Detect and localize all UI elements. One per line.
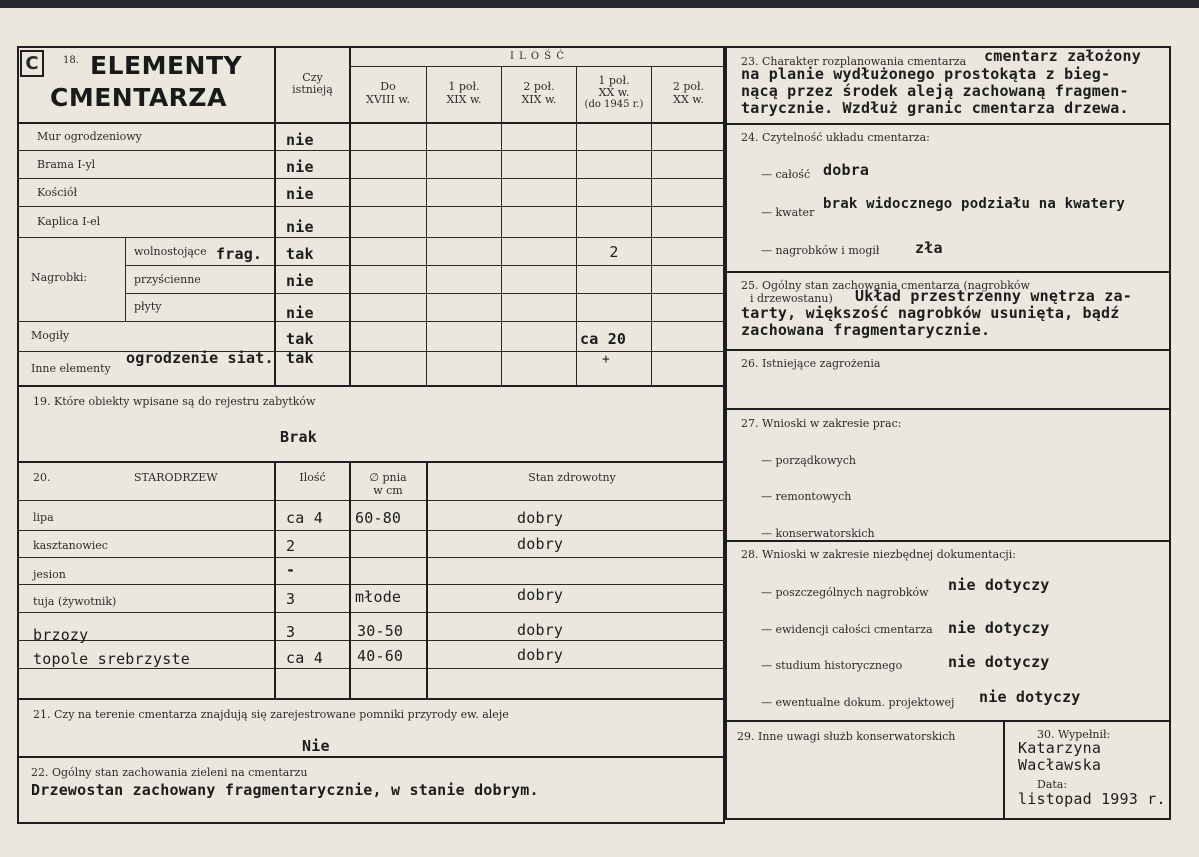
grid-line xyxy=(349,66,725,67)
s21-label: 21. Czy na terenie cmentarza znajdują się zarejestrowane pomniki przyrody ew. aleje xyxy=(33,708,509,721)
s30-date-label: Data: xyxy=(1037,778,1068,791)
tree-name: kasztanowiec xyxy=(33,539,108,552)
row-label-kosciol: Kościół xyxy=(37,186,78,199)
grid-line xyxy=(426,66,427,385)
grid-line xyxy=(17,756,725,758)
grid-line xyxy=(17,557,725,558)
tree-ilosc: ca 4 xyxy=(286,509,323,527)
s19-value: Brak xyxy=(280,428,317,446)
grid-line xyxy=(725,349,1171,351)
grid-line xyxy=(125,265,725,266)
s24-kwater-label: — kwater xyxy=(761,206,815,219)
row-label-plyty: płyty xyxy=(134,300,162,313)
s24-nagrobki-value: zła xyxy=(915,239,943,257)
period-header: XX w. xyxy=(673,93,704,106)
tree-pnia: 60-80 xyxy=(355,509,402,527)
s26-label: 26. Istniejące zagrożenia xyxy=(741,357,881,370)
tree-name: jesion xyxy=(33,568,66,581)
wolnostojace-note: frag. xyxy=(216,245,263,263)
s25-label-1: 25. Ogólny stan zachowania cmentarza (nagrobków xyxy=(741,279,1030,292)
s28-item-value: nie dotyczy xyxy=(948,619,1050,637)
tree-stan: dobry xyxy=(517,621,564,639)
s20-col-pnia-1: ∅ pnia xyxy=(369,471,407,484)
s25-line-3: zachowana fragmentarycznie. xyxy=(741,321,991,339)
tree-name: tuja (żywotnik) xyxy=(33,595,117,608)
grid-line xyxy=(17,122,725,124)
tree-ilosc: 3 xyxy=(286,623,296,641)
s27-item: — remontowych xyxy=(761,490,852,503)
s30-name-1: Katarzyna xyxy=(1018,739,1102,757)
s30-label: 30. Wypełnił: xyxy=(1037,728,1111,741)
s30-name-2: Wacławska xyxy=(1018,756,1102,774)
s25-label-2: i drzewostanu) xyxy=(750,292,833,305)
section-title-line2: CMENTARZA xyxy=(50,83,227,112)
s23-line: cmentarz założony xyxy=(984,47,1141,65)
wolnostojace-count: 2 xyxy=(609,243,619,261)
inne-exists-value: tak xyxy=(286,349,314,367)
grid-line xyxy=(426,461,428,698)
s22-label: 22. Ogólny stan zachowania zieleni na cmentarzu xyxy=(31,766,308,779)
grid-line xyxy=(17,206,725,207)
mogily-count: ca 20 xyxy=(580,330,627,348)
s28-item-value: nie dotyczy xyxy=(948,653,1050,671)
grid-line xyxy=(725,408,1171,410)
grid-line xyxy=(17,321,725,322)
tree-ilosc: 2 xyxy=(286,537,296,555)
grid-line xyxy=(17,461,725,463)
grid-line xyxy=(125,237,126,321)
row-label-wolnostojace: wolnostojące xyxy=(134,245,207,258)
tree-ilosc: ca 4 xyxy=(286,649,323,667)
s28-item-label: — ewidencji całości cmentarza xyxy=(761,623,933,636)
grid-line xyxy=(17,237,725,238)
section-letter-box: C xyxy=(20,50,44,77)
tree-ilosc: - xyxy=(286,561,296,579)
grid-line xyxy=(17,668,725,669)
s29-label: 29. Inne uwagi służb konserwatorskich xyxy=(737,730,956,743)
grid-line xyxy=(501,66,502,385)
s23-line: nącą przez środek aleją zachowaną fragmen- xyxy=(741,82,1129,100)
s21-value: Nie xyxy=(302,737,330,755)
period-header: 2 poł. xyxy=(523,80,555,93)
s23-line: tarycznie. Wzdłuż granic cmentarza drzewa. xyxy=(741,99,1129,117)
row-label-inne: Inne elementy xyxy=(31,362,111,375)
row-label-przyscienne: przyścienne xyxy=(134,273,201,286)
czy-istnieje-header-1: Czy xyxy=(302,71,323,84)
s22-value: Drzewostan zachowany fragmentarycznie, w stanie dobrym. xyxy=(31,781,539,799)
grid-line xyxy=(576,66,577,385)
kaplica-exists-value: nie xyxy=(286,218,314,236)
grid-line xyxy=(725,720,1171,722)
tree-pnia: 30-50 xyxy=(357,622,404,640)
period-header: (do 1945 r.) xyxy=(584,99,644,110)
tree-ilosc: 3 xyxy=(286,590,296,608)
czy-istnieje-header-2: istnieją xyxy=(292,83,333,96)
s28-item-label: — poszczególnych nagrobków xyxy=(761,586,929,599)
grid-line xyxy=(274,46,276,385)
section-number: 18. xyxy=(63,55,79,66)
przyscienne-exists-value: nie xyxy=(286,272,314,290)
period-header: XIX w. xyxy=(521,93,557,106)
grid-line xyxy=(17,612,725,613)
ilosc-header: I L O Ś Ć xyxy=(509,51,565,62)
tree-name: lipa xyxy=(33,511,54,524)
tree-stan: dobry xyxy=(517,535,564,553)
grid-line xyxy=(725,540,1171,542)
kosciol-exists-value: nie xyxy=(286,185,314,203)
s24-calosc-label: — całość xyxy=(761,168,811,181)
period-header: 1 poł. xyxy=(598,74,630,87)
s25-line-2: tarty, większość nagrobków usunięta, bądź xyxy=(741,304,1120,322)
grid-line xyxy=(725,123,1171,125)
grid-line xyxy=(17,698,725,700)
brama-exists-value: nie xyxy=(286,158,314,176)
s27-label: 27. Wnioski w zakresie prac: xyxy=(741,417,902,430)
inne-note: ogrodzenie siat. xyxy=(126,349,274,367)
tree-stan: dobry xyxy=(517,646,564,664)
row-label-mogily: Mogiły xyxy=(31,329,70,342)
row-label-nagrobki: Nagrobki: xyxy=(31,271,88,284)
grid-line xyxy=(125,293,725,294)
plyty-exists-value: nie xyxy=(286,304,314,322)
s28-item-label: — studium historycznego xyxy=(761,659,903,672)
tree-stan: dobry xyxy=(517,509,564,527)
s24-label: 24. Czytelność układu cmentarza: xyxy=(741,131,930,144)
s24-kwater-value: brak widocznego podziału na kwatery xyxy=(823,196,1126,212)
s20-col-ilosc: Ilość xyxy=(299,471,326,484)
s24-nagrobki-label: — nagrobków i mogił xyxy=(761,244,880,257)
tree-name: brzozy xyxy=(33,626,89,644)
s20-title: STARODRZEW xyxy=(134,471,218,484)
grid-line xyxy=(17,385,725,387)
row-label-mur: Mur ogrodzeniowy xyxy=(37,130,142,143)
s28-label: 28. Wnioski w zakresie niezbędnej dokumentacji: xyxy=(741,548,1016,561)
s30-date-value: listopad 1993 r. xyxy=(1018,790,1166,808)
mur-exists-value: nie xyxy=(286,131,314,149)
tree-name: topole srebrzyste xyxy=(33,650,190,668)
s28-item-value: nie dotyczy xyxy=(948,576,1050,594)
s24-calosc-value: dobra xyxy=(823,161,870,179)
s27-item: — porządkowych xyxy=(761,454,856,467)
tree-stan: dobry xyxy=(517,586,564,604)
s27-item: — konserwatorskich xyxy=(761,527,875,540)
s28-item-value: nie dotyczy xyxy=(979,688,1081,706)
row-label-brama: Brama I-yl xyxy=(37,158,96,171)
period-header: XX w. xyxy=(598,86,630,99)
grid-line xyxy=(651,66,652,385)
wolnostojace-exists-value: tak xyxy=(286,245,314,263)
s23-label: 23. Charakter rozplanowania cmentarza xyxy=(741,55,967,68)
s19-label: 19. Które obiekty wpisane są do rejestru zabytków xyxy=(33,395,316,408)
grid-line xyxy=(1003,720,1005,820)
s20-col-stan: Stan zdrowotny xyxy=(528,471,616,484)
grid-line xyxy=(274,461,276,698)
s20-col-pnia-2: w cm xyxy=(373,484,403,497)
grid-line xyxy=(725,271,1171,273)
inne-plus-mark: + xyxy=(601,352,611,367)
grid-line xyxy=(17,530,725,531)
period-header: XIX w. xyxy=(446,93,482,106)
grid-line xyxy=(17,584,725,585)
s23-line: na planie wydłużonego prostokąta z bieg- xyxy=(741,65,1111,83)
period-header: 2 poł. xyxy=(672,80,705,93)
tree-pnia: 40-60 xyxy=(357,647,404,665)
period-header: 1 poł. xyxy=(448,80,480,93)
grid-line xyxy=(17,640,725,641)
grid-line xyxy=(17,500,725,501)
tree-pnia: młode xyxy=(355,588,402,606)
s28-item-label: — ewentualne dokum. projektowej xyxy=(761,696,955,709)
s20-number: 20. xyxy=(33,471,51,484)
row-label-kaplica: Kaplica I-el xyxy=(37,215,101,228)
grid-line xyxy=(17,150,725,151)
period-header: XVIII w. xyxy=(366,93,410,106)
grid-line xyxy=(17,178,725,179)
s25-line-1: Układ przestrzenny wnętrza za- xyxy=(855,287,1132,305)
mogily-exists-value: tak xyxy=(286,330,314,348)
scan-dark-edge xyxy=(0,0,1199,8)
period-header: Do xyxy=(380,80,396,93)
section-title-line1: ELEMENTY xyxy=(90,51,243,80)
